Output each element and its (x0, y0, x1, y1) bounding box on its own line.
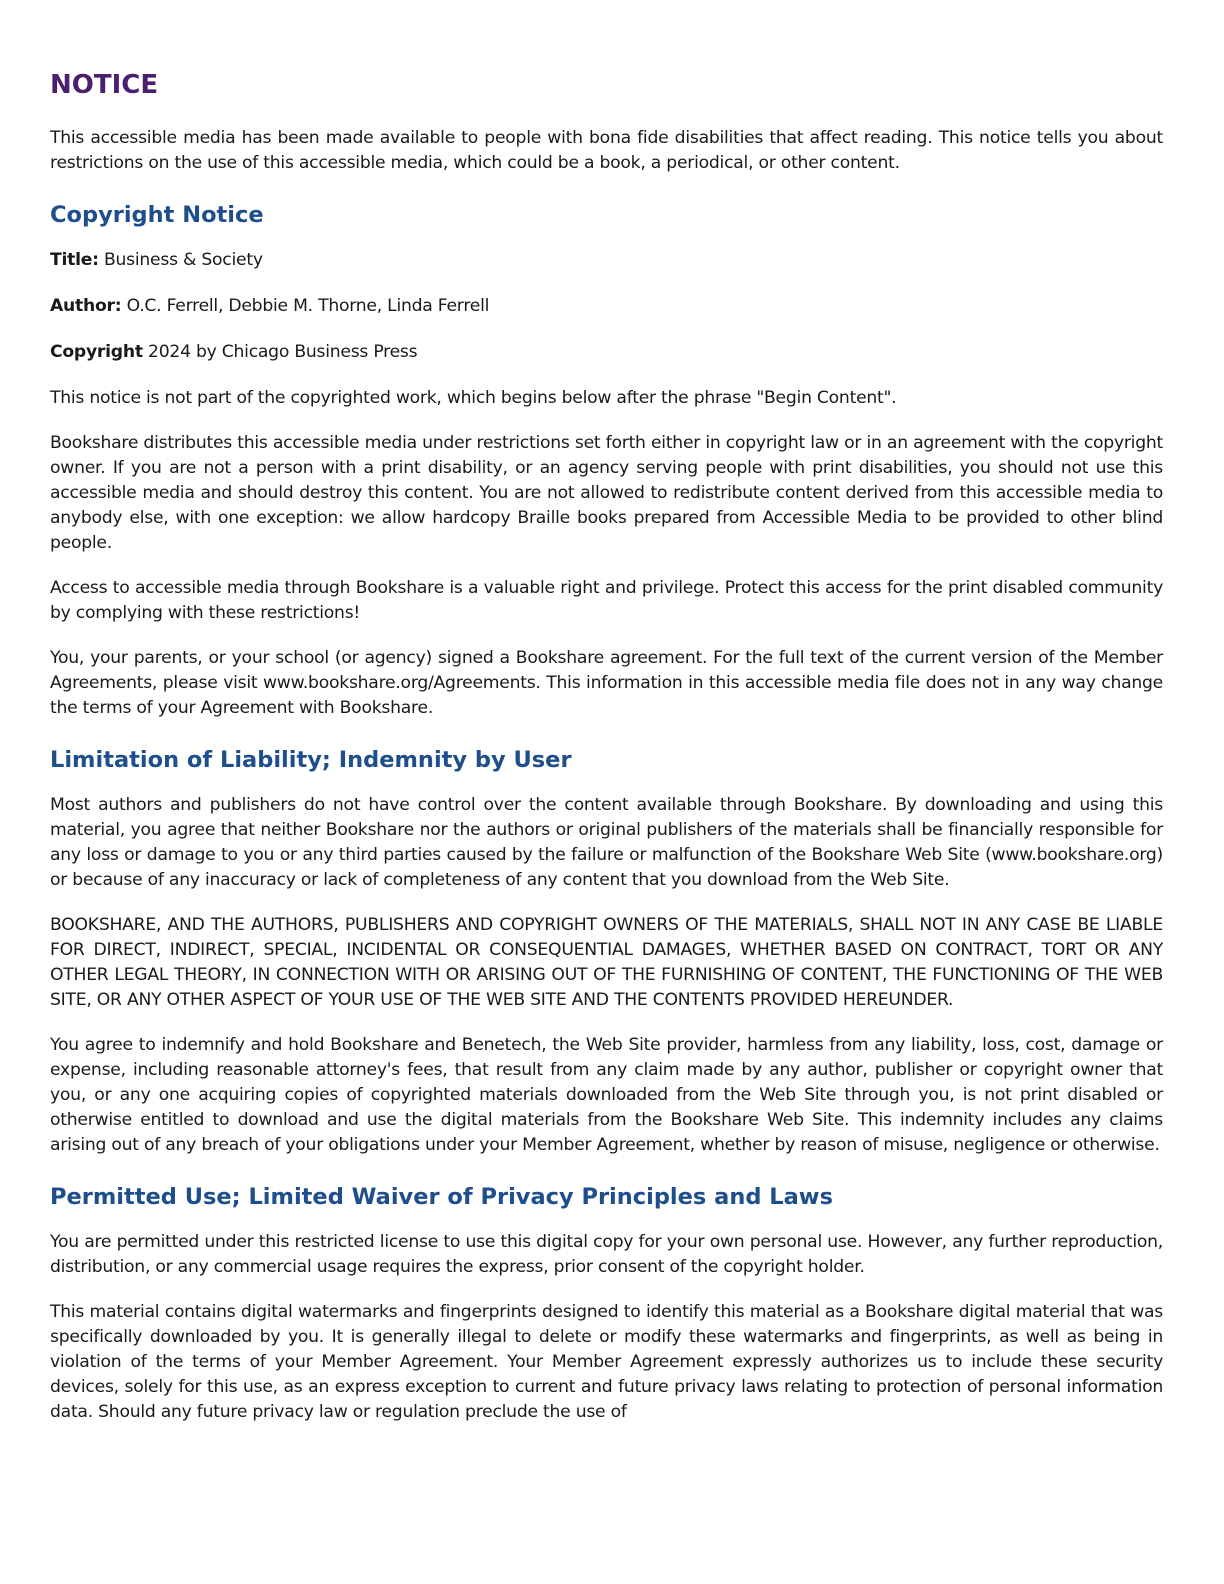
permitted-use-paragraph: You are permitted under this restricted license to use this digital copy for your own personal use. However, any further reproduction, distribution, or any commercial usage requires the express, prior consent of the copyright holder. (50, 1232, 1163, 1277)
copyright-value: 2024 by Chicago Business Press (148, 342, 418, 362)
copyright-field (50, 340, 1163, 365)
liability-paragraph: Most authors and publishers do not have control over the content available through Bookshare. By downloading and using this material, you agree that neither Bookshare nor the authors or original publishers of the materials shall be financially responsible for any loss or damage to you or any third parties caused by the failure or malfunction of the Bookshare Web Site (www.bookshare.org) or because of any inaccuracy or lack of completeness of any content that you download from the Web Site. (50, 795, 1163, 890)
author-field (50, 294, 1163, 319)
author-label: Author: (50, 296, 122, 316)
copyright-paragraph: You, your parents, or your school (or agency) signed a Bookshare agreement. For the full text of the current version of the Member Agreements, please visit www.bookshare.org/Agreements. This information in this accessible media file does not in any way change the terms of your Agreement with Bookshare. (50, 648, 1163, 718)
copyright-paragraph: Bookshare distributes this accessible media under restrictions set forth either in copyright law or in an agreement with the copyright owner. If you are not a person with a print disability, or an agency serving people with print disabilities, you should not use this accessible media and should destroy this content. You are not allowed to redistribute content derived from this accessible media to anybody else, with one exception: we allow hardcopy Braille books prepared from Accessible Media to be provided to other blind people. (50, 433, 1163, 553)
copyright-paragraph: Access to accessible media through Bookshare is a valuable right and privilege. Protect this access for the print disabled community by complying with these restrictions! (50, 578, 1163, 623)
copyright-label: Copyright (50, 342, 143, 362)
title-field (50, 248, 1163, 273)
copyright-paragraph: This notice is not part of the copyrighted work, which begins below after the phrase "Begin Content". (50, 388, 897, 408)
title-label: Title: (50, 250, 99, 270)
copyright-notice-section (50, 200, 1163, 721)
copyright-notice-heading: Copyright Notice (50, 202, 264, 228)
liability-paragraph: You agree to indemnify and hold Bookshare and Benetech, the Web Site provider, harmless from any liability, loss, cost, damage or expense, including reasonable attorney's fees, that result from any claim made by any author, publisher or copyright owner that you, or any one acquiring copies of copyrighted materials downloaded from the Web Site through you, is not print disabled or otherwise entitled to download and use the digital materials from the Bookshare Web Site. This indemnity includes any claims arising out of any breach of your obligations under your Member Agreement, whether by reason of misuse, negligence or otherwise. (50, 1035, 1163, 1155)
author-value: O.C. Ferrell, Debbie M. Thorne, Linda Ferrell (126, 296, 490, 316)
permitted-use-section (50, 1182, 1163, 1425)
notice-section (50, 68, 1163, 176)
liability-paragraph: BOOKSHARE, AND THE AUTHORS, PUBLISHERS AND COPYRIGHT OWNERS OF THE MATERIALS, SHALL NOT IN ANY CASE BE LIABLE FOR DIRECT, INDIRECT, SPECIAL, INCIDENTAL OR CONSEQUENTIAL DAMAGES, WHETHER BASED ON CONTRACT, TORT OR ANY OTHER LEGAL THEORY, IN CONNECTION WITH OR ARISING OUT OF THE FURNISHING OF CONTENT, THE FUNCTIONING OF THE WEB SITE, OR ANY OTHER ASPECT OF YOUR USE OF THE WEB SITE AND THE CONTENTS PROVIDED HEREUNDER. (50, 915, 1163, 1010)
notice-intro-paragraph: This accessible media has been made available to people with bona fide disabilities that affect reading. This notice tells you about restrictions on the use of this accessible media, which could be a book, a periodical, or other content. (50, 128, 1163, 173)
liability-section (50, 745, 1163, 1158)
liability-heading: Limitation of Liability; Indemnity by User (50, 747, 572, 773)
notice-heading: NOTICE (50, 70, 159, 100)
permitted-use-heading: Permitted Use; Limited Waiver of Privacy Principles and Laws (50, 1184, 833, 1210)
title-value: Business & Society (103, 250, 263, 270)
permitted-use-paragraph: This material contains digital watermarks and fingerprints designed to identify this material as a Bookshare digital material that was specifically downloaded by you. It is generally illegal to delete or modify these watermarks and fingerprints, as well as being in violation of the terms of your Member Agreement. Your Member Agreement expressly authorizes us to include these security devices, solely for this use, as an express exception to current and future privacy laws relating to protection of personal information data. Should any future privacy law or regulation preclude the use of (50, 1302, 1163, 1422)
